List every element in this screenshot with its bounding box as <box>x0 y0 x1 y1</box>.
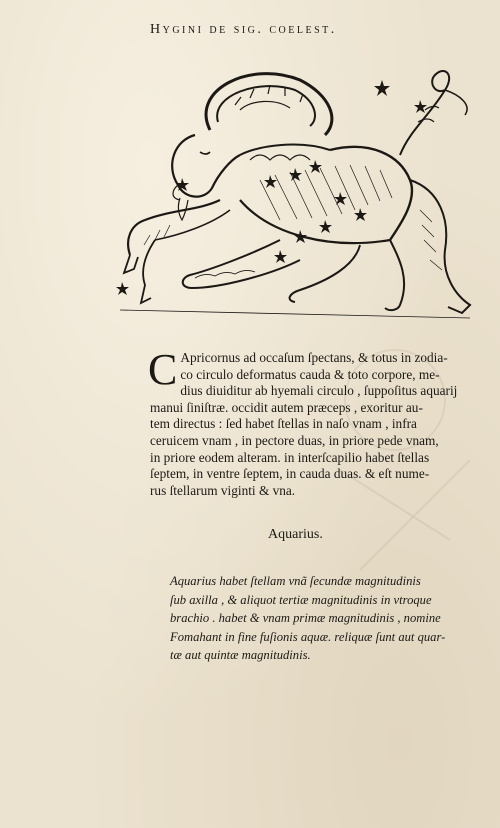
section-heading-aquarius: Aquarius. <box>268 527 323 542</box>
text-line: Apricornus ad occaſum ſpectans, & totus in zodia- <box>180 350 448 365</box>
aquarius-description <box>170 572 480 665</box>
capricornus-woodcut <box>100 60 480 330</box>
italic-text-line: ſub axilla , & aliquot tertiæ magnitudinis in vtroque <box>170 592 432 607</box>
italic-text-line: Aquarius habet ſtellam vnã ſecundæ magnitudinis <box>170 574 421 588</box>
italic-text-line: tæ aut quintæ magnitudinis. <box>170 648 311 662</box>
capricornus-description <box>148 345 490 499</box>
text-line: manui ſiniſtræ. occidit autem præceps , exoritur au- <box>150 399 423 415</box>
text-line: in priore eodem alteram. in interſcapilio habet ſtellas <box>150 449 430 465</box>
italic-text-line: Fomahant in fine fuſionis aquæ. reliquæ ſunt aut quar- <box>170 629 446 644</box>
text-line: ceruicem vnam , in pectore duas, in priore pede vnam, <box>150 432 439 448</box>
running-head: Hygini de sig. coelest. <box>150 22 337 37</box>
drop-capital: C <box>148 345 178 394</box>
text-line: tem directus : ſed habet ſtellas in naſo vnam , infra <box>150 416 417 432</box>
text-line: ſeptem, in ventre ſeptem, in cauda duas. & eſt nume- <box>150 466 430 482</box>
italic-text-line: brachio . habet & vnam primæ magnitudinis , nomine <box>170 611 441 625</box>
text-line: dius diuiditur ab hyemali circulo , ſuppoſitus aquarij <box>180 383 458 399</box>
text-line: rus ſtellarum viginti & vna. <box>150 482 296 498</box>
text-line: co circulo deformatus cauda & toto corpore, me- <box>180 366 440 382</box>
